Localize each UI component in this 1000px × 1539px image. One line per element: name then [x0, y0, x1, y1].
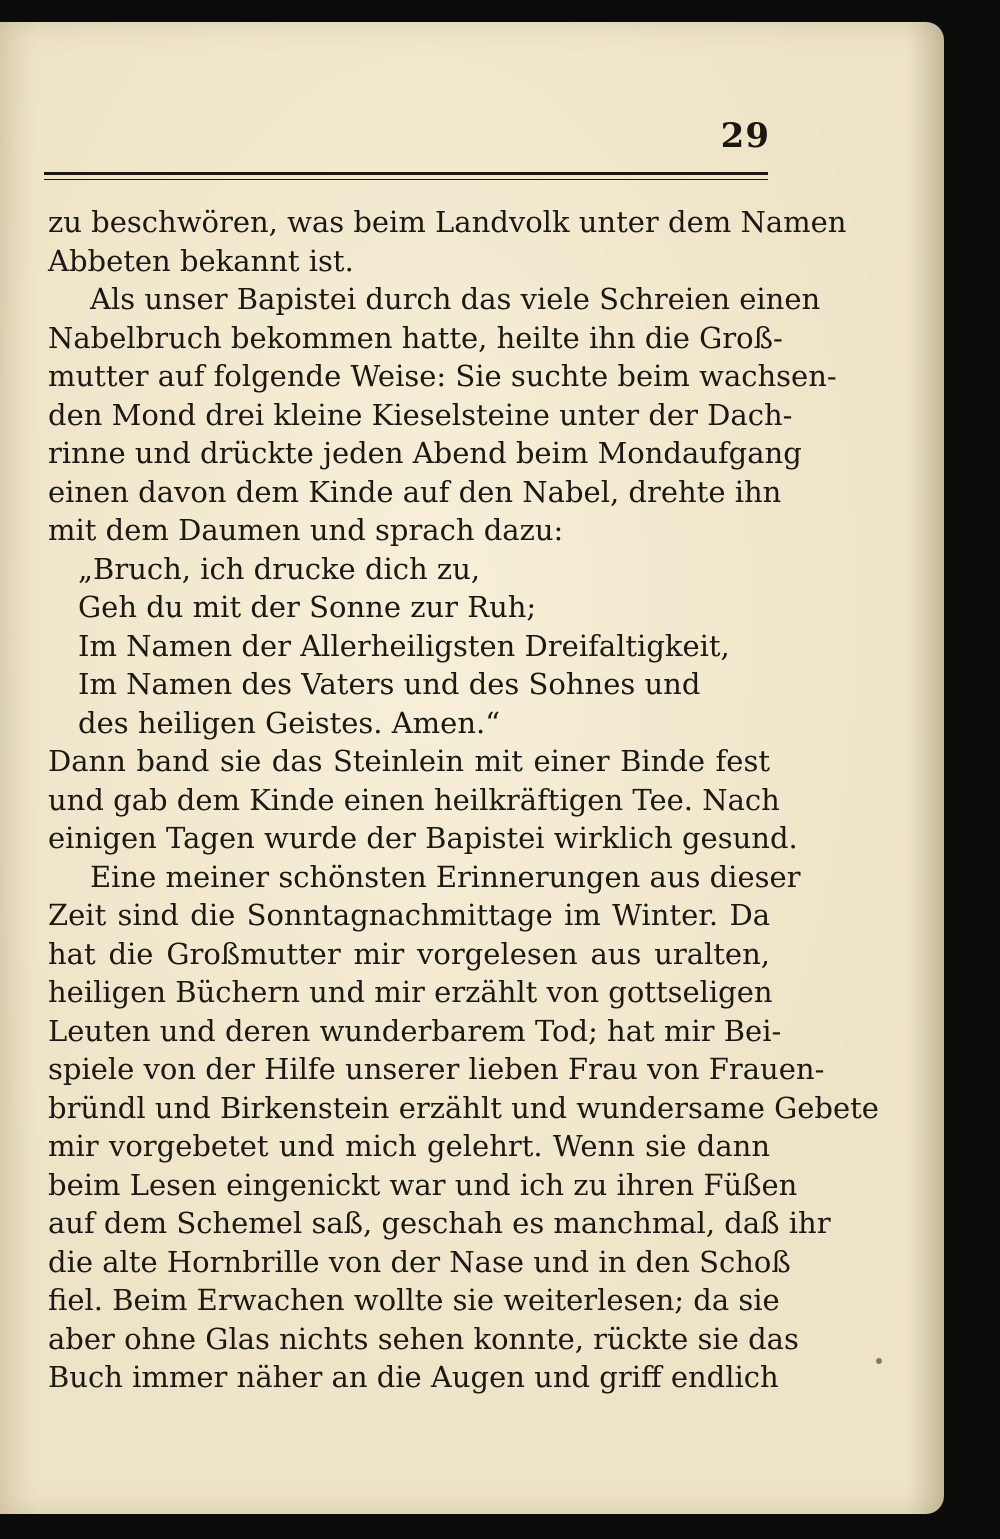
- text-line: einen davon dem Kinde auf den Nabel, drehte ihn: [48, 474, 782, 509]
- page-stain: [876, 1358, 882, 1364]
- text-line: auf dem Schemel saß, geschah es manchmal, daß ihr: [48, 1206, 831, 1240]
- text-line: hat die Großmutter mir vorgelesen aus uralten,: [48, 936, 770, 971]
- text-line: Als unser Bapistei durch das viele Schreien einen: [90, 282, 821, 316]
- text-line: zu beschwören, was beim Landvolk unter dem Namen: [48, 205, 847, 239]
- text-line: rinne und drückte jeden Abend beim Mondaufgang: [48, 436, 802, 470]
- text-line: Buch immer näher an die Augen und griff endlich: [48, 1360, 779, 1394]
- text-line: mutter auf folgende Weise: Sie suchte beim wachsen-: [48, 359, 837, 393]
- text-line: die alte Hornbrille von der Nase und in den Schoß: [48, 1244, 791, 1279]
- text-line: fiel. Beim Erwachen wollte sie weiterlesen; da sie: [48, 1283, 780, 1317]
- text-line: Abbeten bekannt ist.: [48, 243, 354, 278]
- text-line: Leuten und deren wunderbarem Tod; hat mir Bei-: [48, 1013, 782, 1048]
- text-line: einigen Tagen wurde der Bapistei wirklich gesund.: [48, 821, 798, 855]
- text-line: Eine meiner schönsten Erinnerungen aus dieser: [90, 859, 801, 894]
- text-line: Dann band sie das Steinlein mit einer Binde fest: [48, 744, 770, 778]
- text-line: bründl und Birkenstein erzählt und wundersame Gebete: [48, 1090, 879, 1125]
- text-line: Nabelbruch bekommen hatte, heilte ihn die Groß-: [48, 320, 783, 355]
- text-line: „Bruch, ich drucke dich zu,: [78, 551, 481, 586]
- text-line: aber ohne Glas nichts sehen konnte, rückte sie das: [48, 1321, 799, 1356]
- text-line: Geh du mit der Sonne zur Ruh;: [78, 590, 537, 624]
- page-number: 29: [720, 116, 770, 156]
- body-text: [48, 203, 879, 1397]
- text-line: Zeit sind die Sonntagnachmittage im Winter. Da: [48, 898, 770, 932]
- text-line: und gab dem Kinde einen heilkräftigen Tee. Nach: [48, 782, 780, 817]
- book-page: [0, 22, 944, 1514]
- text-line: spiele von der Hilfe unserer lieben Frau von Frauen-: [48, 1052, 825, 1086]
- header-rule: [44, 172, 768, 175]
- header-rule-thin: [44, 179, 768, 180]
- text-line: des heiligen Geistes. Amen.“: [78, 705, 501, 740]
- text-line: den Mond drei kleine Kieselsteine unter der Dach-: [48, 397, 793, 432]
- text-line: beim Lesen eingenickt war und ich zu ihren Füßen: [48, 1167, 798, 1202]
- text-line: mir vorgebetet und mich gelehrt. Wenn sie dann: [48, 1129, 770, 1163]
- text-line: mit dem Daumen und sprach dazu:: [48, 513, 564, 547]
- text-line: Im Namen des Vaters und des Sohnes und: [78, 667, 701, 701]
- text-line: heiligen Büchern und mir erzählt von gottseligen: [48, 975, 773, 1009]
- text-line: Im Namen der Allerheiligsten Dreifaltigkeit,: [78, 628, 730, 663]
